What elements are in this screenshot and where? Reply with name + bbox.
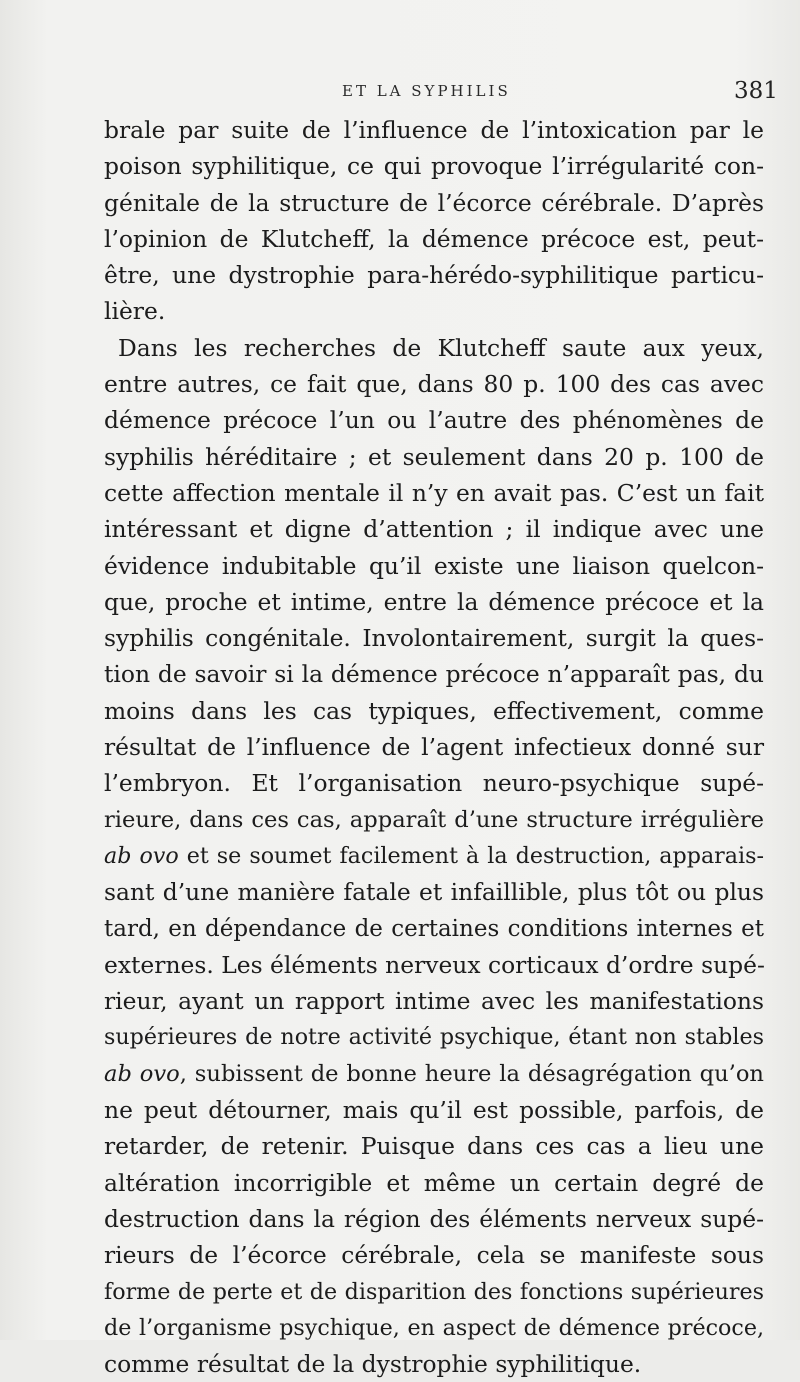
text-line: tard, en dépendance de certaines conditions internes et [104,915,764,942]
text-line: ab ovo et se soumet facilement à la destruction, apparais- [104,842,764,869]
text-line: être, une dystrophie para-hérédo-syphilitique particu- [104,261,764,290]
text-line: rieure, dans ces cas, apparaît d’une structure irrégulière [104,806,764,833]
text-line: que, proche et intime, entre la démence précoce et la [104,587,764,616]
text-line: l’embryon. Et l’organisation neuro-psychique supé- [104,769,764,798]
text-line: rieur, ayant un rapport intime avec les manifestations [104,987,764,1016]
text-line: lière. [104,297,166,326]
body-text [104,112,764,1382]
page-number: 381 [734,78,778,104]
text-line: syphilis héréditaire ; et seulement dans 20 p. 100 de [104,442,764,471]
text-line: altération incorrigible et même un certain degré de [104,1168,764,1197]
text-line: intéressant et digne d’attention ; il indique avec une [104,515,764,544]
text-line: sant d’une manière fatale et infaillible, plus tôt ou plus [104,878,764,907]
text-line: évidence indubitable qu’il existe une liaison quelcon- [104,551,764,580]
text-line: ab ovo, subissent de bonne heure la désagrégation qu’on [104,1060,764,1087]
latin-phrase: ab ovo [104,842,179,869]
text-line: rieurs de l’écorce cérébrale, cela se manifeste sous [104,1241,764,1270]
latin-phrase: ab ovo [104,1060,180,1087]
text-line: poison syphilitique, ce qui provoque l’irrégularité con- [104,152,764,181]
text-line: résultat de l’influence de l’agent infectieux donné sur [104,733,764,762]
text-line: supérieures de notre activité psychique, étant non stables [104,1024,764,1051]
text-line: brale par suite de l’influence de l’intoxication par le [104,116,764,144]
text-line: entre autres, ce fait que, dans 80 p. 100 des cas avec [104,370,764,399]
running-head [0,78,800,108]
text-line: ne peut détourner, mais qu’il est possible, parfois, de [104,1096,764,1125]
text-line: de l’organisme psychique, en aspect de démence précoce, [104,1314,764,1341]
text-line: forme de perte et de disparition des fonctions supérieures [104,1278,764,1305]
running-title: ET LA SYPHILIS [342,82,511,100]
text-line: retarder, de retenir. Puisque dans ces cas a lieu une [104,1132,764,1161]
text-line: cette affection mentale il n’y en avait pas. C’est un fait [104,478,764,507]
text-line: moins dans les cas typiques, effectivement, comme [104,696,764,725]
text-line: Dans les recherches de Klutcheff saute aux yeux, [118,333,764,362]
paragraph [104,330,764,1382]
text-line: l’opinion de Klutcheff, la démence précoce est, peut- [104,224,764,253]
text-line: génitale de la structure de l’écorce cérébrale. D’après [104,188,764,217]
text-line: syphilis congénitale. Involontairement, surgit la ques- [104,624,764,653]
text-line: destruction dans la région des éléments nerveux supé- [104,1204,764,1233]
paragraph [104,112,764,330]
text-line: externes. Les éléments nerveux corticaux d’ordre supé- [104,950,765,979]
text-line: comme résultat de la dystrophie syphilitique. [104,1350,642,1379]
text-line: démence précoce l’un ou l’autre des phénomènes de [104,406,764,435]
text-line: tion de savoir si la démence précoce n’apparaît pas, du [104,660,764,689]
